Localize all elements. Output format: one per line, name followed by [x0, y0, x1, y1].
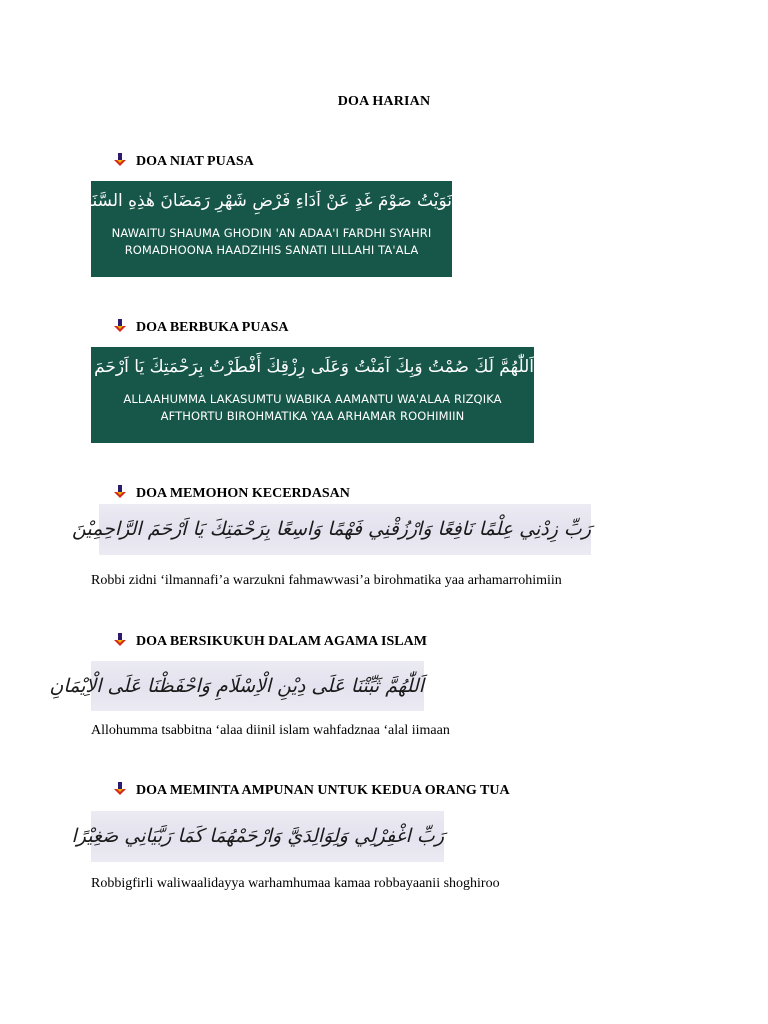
section-heading-label: DOA MEMINTA AMPUNAN UNTUK KEDUA ORANG TUA [136, 783, 510, 798]
section-heading-label: DOA BERBUKA PUASA [136, 320, 289, 335]
arabic-text: اَللّٰهُمَّ ثَبِّتْنَا عَلَى دِيْنِ الْاِسْلَامِ وَاحْفَظْنَا عَلَى الْاِيْمَانِ [49, 675, 424, 697]
latin-line-2: ROMADHOONA HAADZIHIS SANATI LILLAHI TA'ALA [124, 243, 419, 257]
transliteration-text: Robbigfirli waliwaalidayya warhamhumaa kamaa robbayaanii shoghiroo [91, 876, 500, 891]
arrow-down-bullet-icon [113, 633, 127, 647]
prayer-card-memohon-kecerdasan [71, 504, 591, 555]
transliteration-text: Robbi zidni ‘ilmannafi’a warzukni fahmawwasi’a birohmatika yaa arhamarrohimiin [91, 573, 562, 588]
arrow-down-bullet-icon [113, 319, 127, 333]
section-heading-label: DOA NIAT PUASA [136, 154, 254, 169]
section-heading-bersikukuh [113, 633, 427, 650]
arabic-text: اَللّٰهُمَّ لَكَ صُمْتُ وَبِكَ آمَنْتُ وَعَلَى رِزْقِكَ أَفْطَرْتُ بِرَحْمَتِكَ يَا اَرْحَمَ الرَّاحِمِيْنَ [26, 357, 534, 377]
section-heading-memohon-kecerdasan [113, 485, 350, 502]
arrow-down-bullet-icon [113, 485, 127, 499]
prayer-card-niat-puasa [15, 181, 452, 277]
arrow-down-bullet-icon [113, 153, 127, 167]
arabic-text: رَبِّ زِدْنِي عِلْمًا نَافِعًا وَارْزُقْنِي فَهْمًا وَاسِعًا بِرَحْمَتِكَ يَا اَرْحَمَ الرَّاحِمِيْنَ [71, 518, 591, 540]
latin-line-1: NAWAITU SHAUMA GHODIN 'AN ADAA'I FARDHI SYAHRI [111, 226, 432, 240]
prayer-card-berbuka-puasa [26, 347, 534, 443]
transliteration-text: Allohumma tsabbitna ‘alaa diinil islam wahfadznaa ‘alal iimaan [91, 723, 450, 738]
section-heading-label: DOA BERSIKUKUH DALAM AGAMA ISLAM [136, 634, 427, 649]
arabic-text: نَوَيْتُ صَوْمَ غَدٍ عَنْ اَدَاءِ فَرْضِ شَهْرِ رَمَضَانَ هٰذِهِ السَّنَةِ لِلّٰهِ تَعَالَى [15, 191, 452, 211]
arrow-down-bullet-icon [113, 782, 127, 796]
section-heading-niat-puasa [113, 153, 254, 170]
arabic-text: رَبِّ اغْفِرْلِي وَلِوَالِدَيَّ وَارْحَمْهُمَا كَمَا رَبَّيَانِي صَغِيْرًا [71, 825, 444, 847]
section-heading-label: DOA MEMOHON KECERDASAN [136, 486, 350, 501]
section-heading-ampunan-orang-tua [113, 782, 510, 799]
latin-line-2: AFTHORTU BIROHMATIKA YAA ARHAMAR ROOHIMIIN [160, 409, 465, 423]
prayer-card-ampunan-orang-tua [71, 811, 444, 862]
latin-line-1: ALLAAHUMMA LAKASUMTU WABIKA AAMANTU WA'ALAA RIZQIKA [123, 392, 502, 406]
prayer-card-bersikukuh [49, 661, 424, 711]
section-heading-berbuka-puasa [113, 319, 288, 336]
page-title: DOA HARIAN [337, 94, 431, 109]
